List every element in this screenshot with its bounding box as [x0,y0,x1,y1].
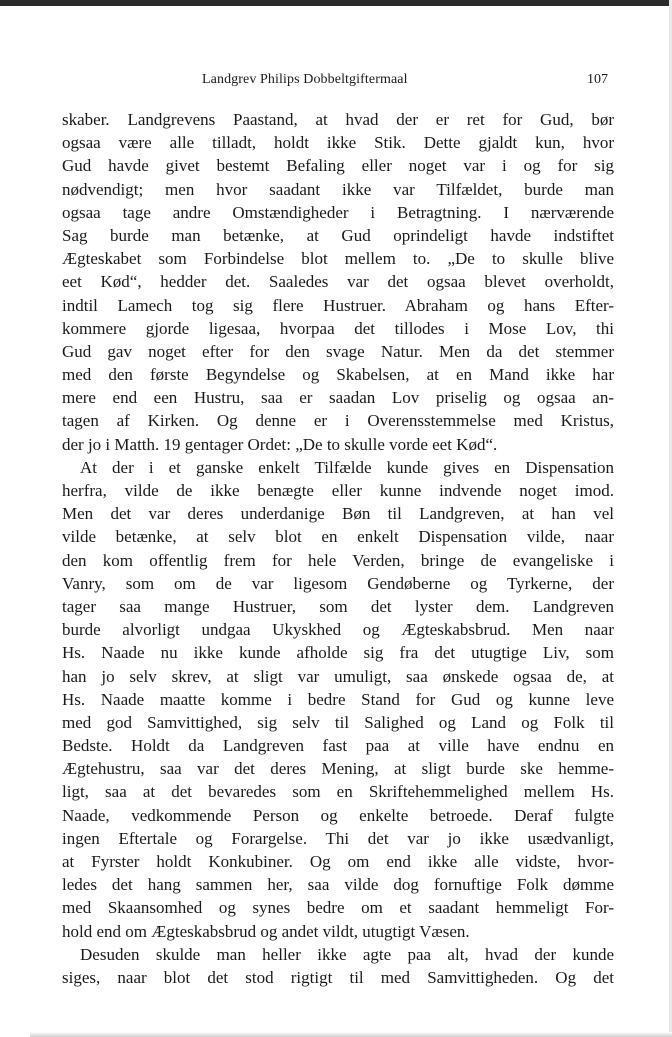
text-line: siges, naar blot det stod rigtigt til med Samvittigheden. Og det [62,967,614,987]
body-text [62,108,614,989]
text-line: Vanry, som om de var ligesom Gendøberne og Tyrkerne, der [62,573,614,593]
text-line: At der i et ganske enkelt Tilfælde kunde gives en Dispensation [80,457,614,477]
text-line: med Skaansomhed og synes bedre om et saadant hemmeligt For- [62,898,614,918]
text-line: Desuden skulde man heller ikke agte paa alt, hvad der kunde [80,944,614,964]
scan-edge-bottom [30,1032,672,1037]
text-line: Bedste. Holdt da Landgreven fast paa at ville have endnu en [62,736,614,756]
paragraph [62,108,614,456]
text-line: Naade, vedkommende Person og enkelte betroede. Deraf fulgte [62,805,614,825]
text-line: han jo selv skrev, at sligt var umuligt, saa ønskede ogsaa de, at [62,666,614,686]
text-line: indtil Lamech tog sig flere Hustruer. Abraham og hans Efter- [62,295,614,315]
text-line: tagen af Kirken. Og denne er i Overensstemmelse med Kristus, [62,411,614,431]
text-line: Gud gav noget efter for den svage Natur. Men da det stemmer [62,341,614,361]
text-line: mere end een Hustru, saa er saadan Lov priselig og ogsaa an- [62,388,614,408]
text-line: herfra, vilde de ikke benægte eller kunne indvende noget imod. [62,481,614,500]
text-line: den kom offentlig frem for hele Verden, bringe de evangeliske i [62,550,614,570]
text-line: Ægtehustru, saa var det deres Mening, at sligt burde ske hemme- [62,759,614,779]
text-line: ledes det hang sammen her, saa vilde dog fornuftige Folk dømme [62,875,614,895]
text-line: der jo i Matth. 19 gentager Ordet: „De to skulle vorde eet Kød“. [62,434,498,454]
text-line: at Fyrster holdt Konkubiner. Og om end ikke alle vidste, hvor- [62,852,614,871]
running-title: Landgrev Philips Dobbeltgiftermaal [202,72,408,87]
text-line: eet Kød“, hedder det. Saaledes var det ogsaa blevet overholdt, [62,272,614,292]
text-line: med den første Begyndelse og Skabelsen, at en Mand ikke har [62,365,614,385]
paragraph [62,943,614,989]
text-line: Gud havde givet bestemt Befaling eller noget var i og for sig [62,156,614,176]
text-line: ingen Eftertale og Forargelse. Thi det var jo ikke usædvanligt, [62,828,614,848]
text-line: kommere gjorde ligesaa, hvorpaa det tillodes i Mose Lov, thi [62,318,614,338]
text-line: ogsaa være alle tilladt, holdt ikke Stik. Dette gjaldt kun, hvor [62,133,614,153]
text-line: med god Samvittighed, sig selv til Salighed og Land og Folk til [62,712,614,732]
text-line: ogsaa tage andre Omstændigheder i Betragtning. I nærværende [62,202,614,222]
text-line: Men det var deres underdanige Bøn til Landgreven, at han vel [62,504,614,524]
paragraph [62,456,614,943]
scan-edge-top [0,0,672,6]
text-line: Hs. Naade maatte komme i bedre Stand for Gud og kunne leve [62,689,614,709]
text-line: Ægteskabet som Forbindelse blot mellem to. „De to skulle blive [62,249,614,269]
page-number: 107 [587,72,608,87]
text-line: tager saa mange Hustruer, som det lyster dem. Landgreven [62,596,614,616]
text-line: ligt, saa at det bevaredes som en Skriftehemmelighed mellem Hs. [62,782,614,802]
running-head [62,72,612,92]
text-line: skaber. Landgrevens Paastand, at hvad der er ret for Gud, bør [62,110,614,129]
text-line: Hs. Naade nu ikke kunde afholde sig fra det utugtige Liv, som [62,643,614,663]
text-line: vilde betænke, at selv blot en enkelt Dispensation vilde, naar [62,527,614,547]
text-line: burde alvorligt undgaa Ukyskhed og Ægteskabsbrud. Men naar [62,620,614,640]
text-line: nødvendigt; men hvor saadant ikke var Tilfældet, burde man [62,179,614,199]
text-line: hold end om Ægteskabsbrud og andet vildt, utugtigt Væsen. [62,921,470,941]
text-line: Sag burde man betænke, at Gud oprindeligt havde indstiftet [62,225,614,245]
